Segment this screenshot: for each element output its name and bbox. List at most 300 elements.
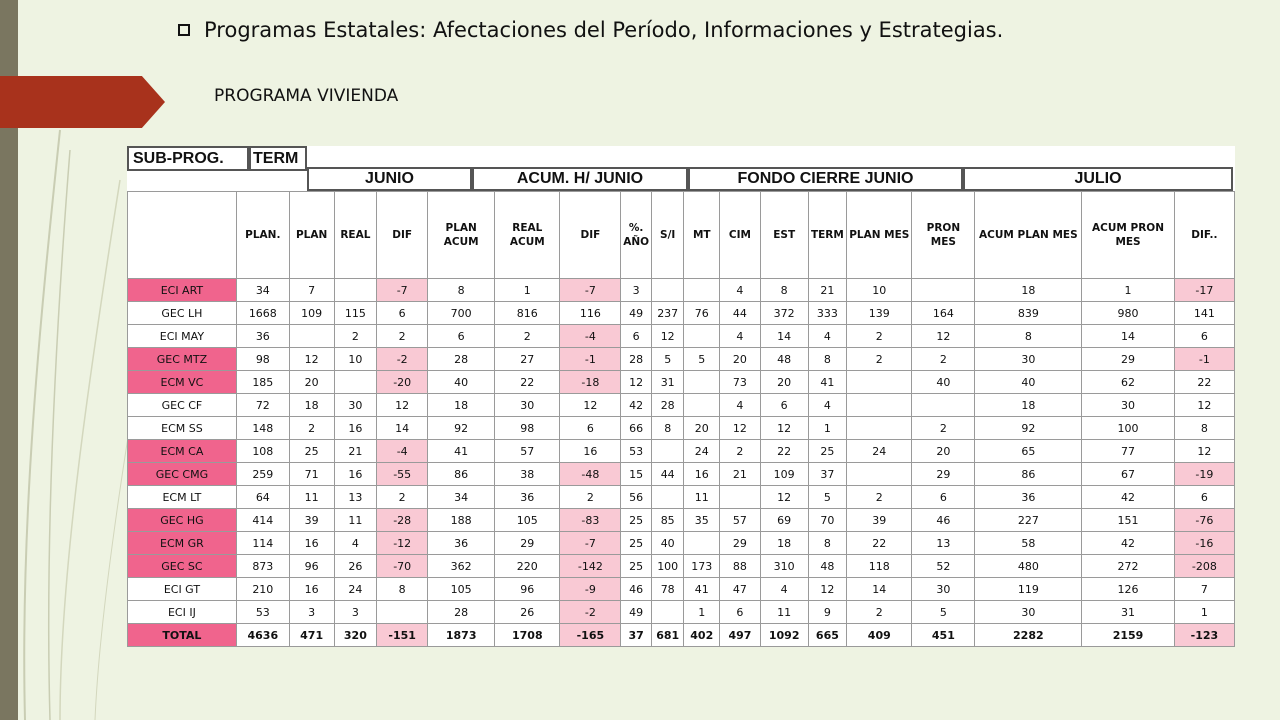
table-cell: 25 [808,440,847,463]
table-cell: 29 [495,532,560,555]
table-cell: 31 [1082,601,1175,624]
table-cell: 6 [1174,325,1234,348]
row-name: ECI IJ [128,601,237,624]
table-cell: 2 [334,325,377,348]
table-cell: 12 [1174,440,1234,463]
table-cell: 1708 [495,624,560,647]
table-cell: -7 [377,279,428,302]
table-body [128,279,1235,647]
table-cell: 39 [847,509,912,532]
table-cell: 37 [808,463,847,486]
table-cell: 38 [495,463,560,486]
table-cell: 16 [289,578,334,601]
table-cell: 72 [236,394,289,417]
table-cell: 873 [236,555,289,578]
table-cell: 109 [289,302,334,325]
table-cell: 7 [1174,578,1234,601]
column-header: TERM [808,192,847,279]
table-cell: 100 [651,555,684,578]
table-cell: 12 [651,325,684,348]
table-cell: 11 [760,601,808,624]
table-cell [684,325,720,348]
row-name: GEC HG [128,509,237,532]
row-name: ECM GR [128,532,237,555]
table-cell: 2 [289,417,334,440]
table-cell: 980 [1082,302,1175,325]
table-cell: 9 [808,601,847,624]
table-row [128,348,1235,371]
table-cell: -20 [377,371,428,394]
table-cell: 118 [847,555,912,578]
table-cell: 109 [760,463,808,486]
table-row [128,417,1235,440]
table-cell: 2 [495,325,560,348]
table-cell [847,371,912,394]
table-cell: 8 [377,578,428,601]
table-cell: 42 [1082,486,1175,509]
table-cell: 98 [495,417,560,440]
table-cell: 53 [236,601,289,624]
table-cell: 42 [1082,532,1175,555]
table-cell: -12 [377,532,428,555]
table-cell: 92 [975,417,1082,440]
table-row [128,509,1235,532]
table-cell: 18 [760,532,808,555]
column-header: DIF [377,192,428,279]
table-cell: 28 [651,394,684,417]
table-cell: 35 [684,509,720,532]
table-cell: -28 [377,509,428,532]
table-cell [684,532,720,555]
table-cell: -9 [560,578,621,601]
table-cell: 29 [1082,348,1175,371]
table-cell: 65 [975,440,1082,463]
table-cell: 25 [289,440,334,463]
table-cell: 20 [760,371,808,394]
table-cell: 141 [1174,302,1234,325]
table-cell: 8 [975,325,1082,348]
table-cell [684,394,720,417]
column-header: PLAN MES [847,192,912,279]
row-name: ECM CA [128,440,237,463]
table-cell: 34 [236,279,289,302]
table-cell: -48 [560,463,621,486]
row-name: ECM SS [128,417,237,440]
table-cell: 66 [621,417,652,440]
table-cell: -70 [377,555,428,578]
table-cell: 4 [720,279,761,302]
table-cell: 67 [1082,463,1175,486]
row-name: ECI MAY [128,325,237,348]
table-cell [651,486,684,509]
table-cell: 12 [621,371,652,394]
column-header: ACUM PRON MES [1082,192,1175,279]
column-header: REAL [334,192,377,279]
table-cell: -1 [1174,348,1234,371]
table-cell: 77 [1082,440,1175,463]
table-cell: 164 [912,302,975,325]
table-cell: 173 [684,555,720,578]
table-cell: 14 [1082,325,1175,348]
table-cell: 64 [236,486,289,509]
table-cell: 1 [808,417,847,440]
table-row [128,371,1235,394]
table-cell: 8 [760,279,808,302]
table-cell: 4 [720,394,761,417]
table-cell [912,394,975,417]
table-cell [651,440,684,463]
table-cell: 44 [651,463,684,486]
table-cell: 220 [495,555,560,578]
table-cell: 362 [428,555,495,578]
row-name: ECI ART [128,279,237,302]
table-cell: 16 [560,440,621,463]
table-row [128,325,1235,348]
table-cell: 5 [684,348,720,371]
table-row [128,555,1235,578]
table-cell [651,279,684,302]
table-cell: 57 [495,440,560,463]
table-row [128,532,1235,555]
table-cell: 57 [720,509,761,532]
table-cell: 31 [651,371,684,394]
table-cell: 49 [621,601,652,624]
table-cell: 2 [720,440,761,463]
table-cell: 12 [912,325,975,348]
table-cell: 18 [289,394,334,417]
table-cell [289,325,334,348]
header-acum-junio: ACUM. H/ JUNIO [472,167,688,191]
row-name: GEC LH [128,302,237,325]
table-cell: -18 [560,371,621,394]
table-cell: 21 [720,463,761,486]
table-cell: 480 [975,555,1082,578]
column-header: PLAN ACUM [428,192,495,279]
table-cell: 25 [621,509,652,532]
table-cell: 28 [428,348,495,371]
table-cell: -4 [560,325,621,348]
table-cell: 76 [684,302,720,325]
table-cell: -151 [377,624,428,647]
table-cell: 27 [495,348,560,371]
total-row [128,624,1235,647]
table-cell: 62 [1082,371,1175,394]
table-cell: 333 [808,302,847,325]
header-junio: JUNIO [307,167,472,191]
table-cell [847,394,912,417]
table-cell: 8 [1174,417,1234,440]
row-name: ECM VC [128,371,237,394]
table-cell: 30 [334,394,377,417]
table-cell: 4 [720,325,761,348]
table-cell: -19 [1174,463,1234,486]
table-cell: 21 [334,440,377,463]
table-cell: 71 [289,463,334,486]
table-cell: 6 [621,325,652,348]
table-cell: 237 [651,302,684,325]
table-cell: 20 [289,371,334,394]
table-cell: 29 [720,532,761,555]
table-cell: 105 [495,509,560,532]
table-cell: 40 [975,371,1082,394]
table-cell: 44 [720,302,761,325]
table-cell: 28 [428,601,495,624]
row-name: ECM LT [128,486,237,509]
table-cell: 310 [760,555,808,578]
table-cell: 700 [428,302,495,325]
table-cell: 20 [912,440,975,463]
table-cell: 12 [560,394,621,417]
table-cell: 28 [621,348,652,371]
table-row [128,302,1235,325]
table-cell: 58 [975,532,1082,555]
table-cell: 2 [847,348,912,371]
table-cell: 49 [621,302,652,325]
table-cell: 2 [560,486,621,509]
table-cell: -123 [1174,624,1234,647]
table-cell: 6 [1174,486,1234,509]
table-cell: 11 [334,509,377,532]
table-cell: -7 [560,532,621,555]
table-cell: 2282 [975,624,1082,647]
column-header: S/I [651,192,684,279]
table-cell: 10 [847,279,912,302]
table-cell: 1668 [236,302,289,325]
table-cell: 47 [720,578,761,601]
table-cell: -76 [1174,509,1234,532]
table-cell: 18 [975,394,1082,417]
table-cell: 92 [428,417,495,440]
table-cell: 11 [289,486,334,509]
table-cell [684,371,720,394]
table-cell: 105 [428,578,495,601]
row-name: ECI GT [128,578,237,601]
table-cell: 48 [808,555,847,578]
table-cell: 25 [621,555,652,578]
table-cell: 4636 [236,624,289,647]
table-cell: 12 [720,417,761,440]
table-cell: 2 [847,486,912,509]
table-cell: -142 [560,555,621,578]
table-cell: 12 [289,348,334,371]
table-cell: 5 [808,486,847,509]
table-cell [684,279,720,302]
table-cell: 8 [808,348,847,371]
table-cell: 665 [808,624,847,647]
table-cell: 20 [720,348,761,371]
column-header: %. AÑO [621,192,652,279]
header-fondo-cierre: FONDO CIERRE JUNIO [688,167,963,191]
table-cell: 839 [975,302,1082,325]
table-cell: 5 [912,601,975,624]
table-cell: 227 [975,509,1082,532]
table-cell: 69 [760,509,808,532]
table-cell: 24 [847,440,912,463]
table-cell: 1873 [428,624,495,647]
table-cell: 41 [428,440,495,463]
vivienda-table [127,191,1235,647]
table-cell: 70 [808,509,847,532]
table-cell: 37 [621,624,652,647]
table-cell: -16 [1174,532,1234,555]
header-subprog: SUB-PROG. [127,146,249,171]
table-cell: 30 [912,578,975,601]
table-cell: 372 [760,302,808,325]
table-cell [334,371,377,394]
table-cell: 402 [684,624,720,647]
header-julio: JULIO [963,167,1233,191]
table-cell: 12 [808,578,847,601]
table-row [128,463,1235,486]
table-cell: 1 [495,279,560,302]
table-cell: 115 [334,302,377,325]
table-cell: 24 [334,578,377,601]
table-cell: 2 [912,417,975,440]
column-header: PLAN. [236,192,289,279]
table-cell: 78 [651,578,684,601]
table-cell: 48 [760,348,808,371]
table-cell: -2 [560,601,621,624]
table-cell: 86 [975,463,1082,486]
table-cell: 2 [377,325,428,348]
table-cell: 73 [720,371,761,394]
table-row [128,279,1235,302]
table-cell: 22 [847,532,912,555]
table-cell: 16 [684,463,720,486]
table-cell: 13 [334,486,377,509]
column-header-row [128,192,1235,279]
table-cell: 6 [720,601,761,624]
table-cell: 8 [428,279,495,302]
table-cell: 12 [760,417,808,440]
table-group-header [127,146,1235,191]
column-header: ACUM PLAN MES [975,192,1082,279]
slide-subtitle: PROGRAMA VIVIENDA [214,86,399,106]
table-cell: 1 [1174,601,1234,624]
table-cell: -1 [560,348,621,371]
table-cell: 14 [760,325,808,348]
slide-title [178,18,1003,42]
table-cell: 6 [560,417,621,440]
table-cell: 15 [621,463,652,486]
table-cell: 8 [808,532,847,555]
square-bullet-icon [178,24,190,36]
table-cell: -4 [377,440,428,463]
header-term: TERM [249,146,307,171]
table-cell: 100 [1082,417,1175,440]
table-cell: 119 [975,578,1082,601]
table-cell: 22 [760,440,808,463]
table-cell: 4 [808,325,847,348]
table-cell: 52 [912,555,975,578]
table-cell: 8 [651,417,684,440]
table-cell: 98 [236,348,289,371]
table-cell: 497 [720,624,761,647]
table-cell: 4 [760,578,808,601]
table-cell: 34 [428,486,495,509]
table-cell: 36 [975,486,1082,509]
table-cell: 1092 [760,624,808,647]
row-name: GEC CF [128,394,237,417]
table-cell: 36 [236,325,289,348]
table-cell: 46 [912,509,975,532]
table-cell: 14 [377,417,428,440]
row-name: GEC SC [128,555,237,578]
table-cell: 56 [621,486,652,509]
table-cell: 5 [651,348,684,371]
table-cell: 21 [808,279,847,302]
table-cell: 36 [495,486,560,509]
table-row [128,486,1235,509]
table-cell: 6 [428,325,495,348]
table-row [128,601,1235,624]
table-cell: 151 [1082,509,1175,532]
row-name: TOTAL [128,624,237,647]
table-cell: 85 [651,509,684,532]
table-cell: 96 [289,555,334,578]
column-header: PRON MES [912,192,975,279]
table-cell: 2 [912,348,975,371]
table-cell: 10 [334,348,377,371]
table-cell: 451 [912,624,975,647]
table-cell [651,601,684,624]
table-cell: 40 [428,371,495,394]
table-cell: 409 [847,624,912,647]
table-cell: 6 [377,302,428,325]
table-cell: 4 [808,394,847,417]
table-cell: 1 [684,601,720,624]
table-cell: 18 [428,394,495,417]
row-name: GEC MTZ [128,348,237,371]
table-cell: 12 [1174,394,1234,417]
table-cell: 6 [760,394,808,417]
table-cell: 25 [621,532,652,555]
table-cell: 2 [847,601,912,624]
table-cell: 126 [1082,578,1175,601]
table-cell: 29 [912,463,975,486]
table-cell: 12 [377,394,428,417]
column-header: CIM [720,192,761,279]
table-cell [847,417,912,440]
table-cell: 39 [289,509,334,532]
table-cell: 272 [1082,555,1175,578]
table-cell: 16 [334,463,377,486]
table-cell [720,486,761,509]
table-cell: 3 [334,601,377,624]
table-cell: 139 [847,302,912,325]
table-cell: 2 [377,486,428,509]
table-cell: 6 [912,486,975,509]
table-cell: 681 [651,624,684,647]
table-cell: 41 [808,371,847,394]
table-cell: 320 [334,624,377,647]
table-cell: 26 [334,555,377,578]
table-cell: 3 [621,279,652,302]
column-header [128,192,237,279]
table-cell [377,601,428,624]
column-header: REAL ACUM [495,192,560,279]
table-cell: 210 [236,578,289,601]
table-cell: 4 [334,532,377,555]
column-header: MT [684,192,720,279]
table-cell: 185 [236,371,289,394]
table-cell [912,279,975,302]
table-cell: 816 [495,302,560,325]
table-cell: 26 [495,601,560,624]
table-cell: 96 [495,578,560,601]
table-cell: 24 [684,440,720,463]
table-cell [847,463,912,486]
